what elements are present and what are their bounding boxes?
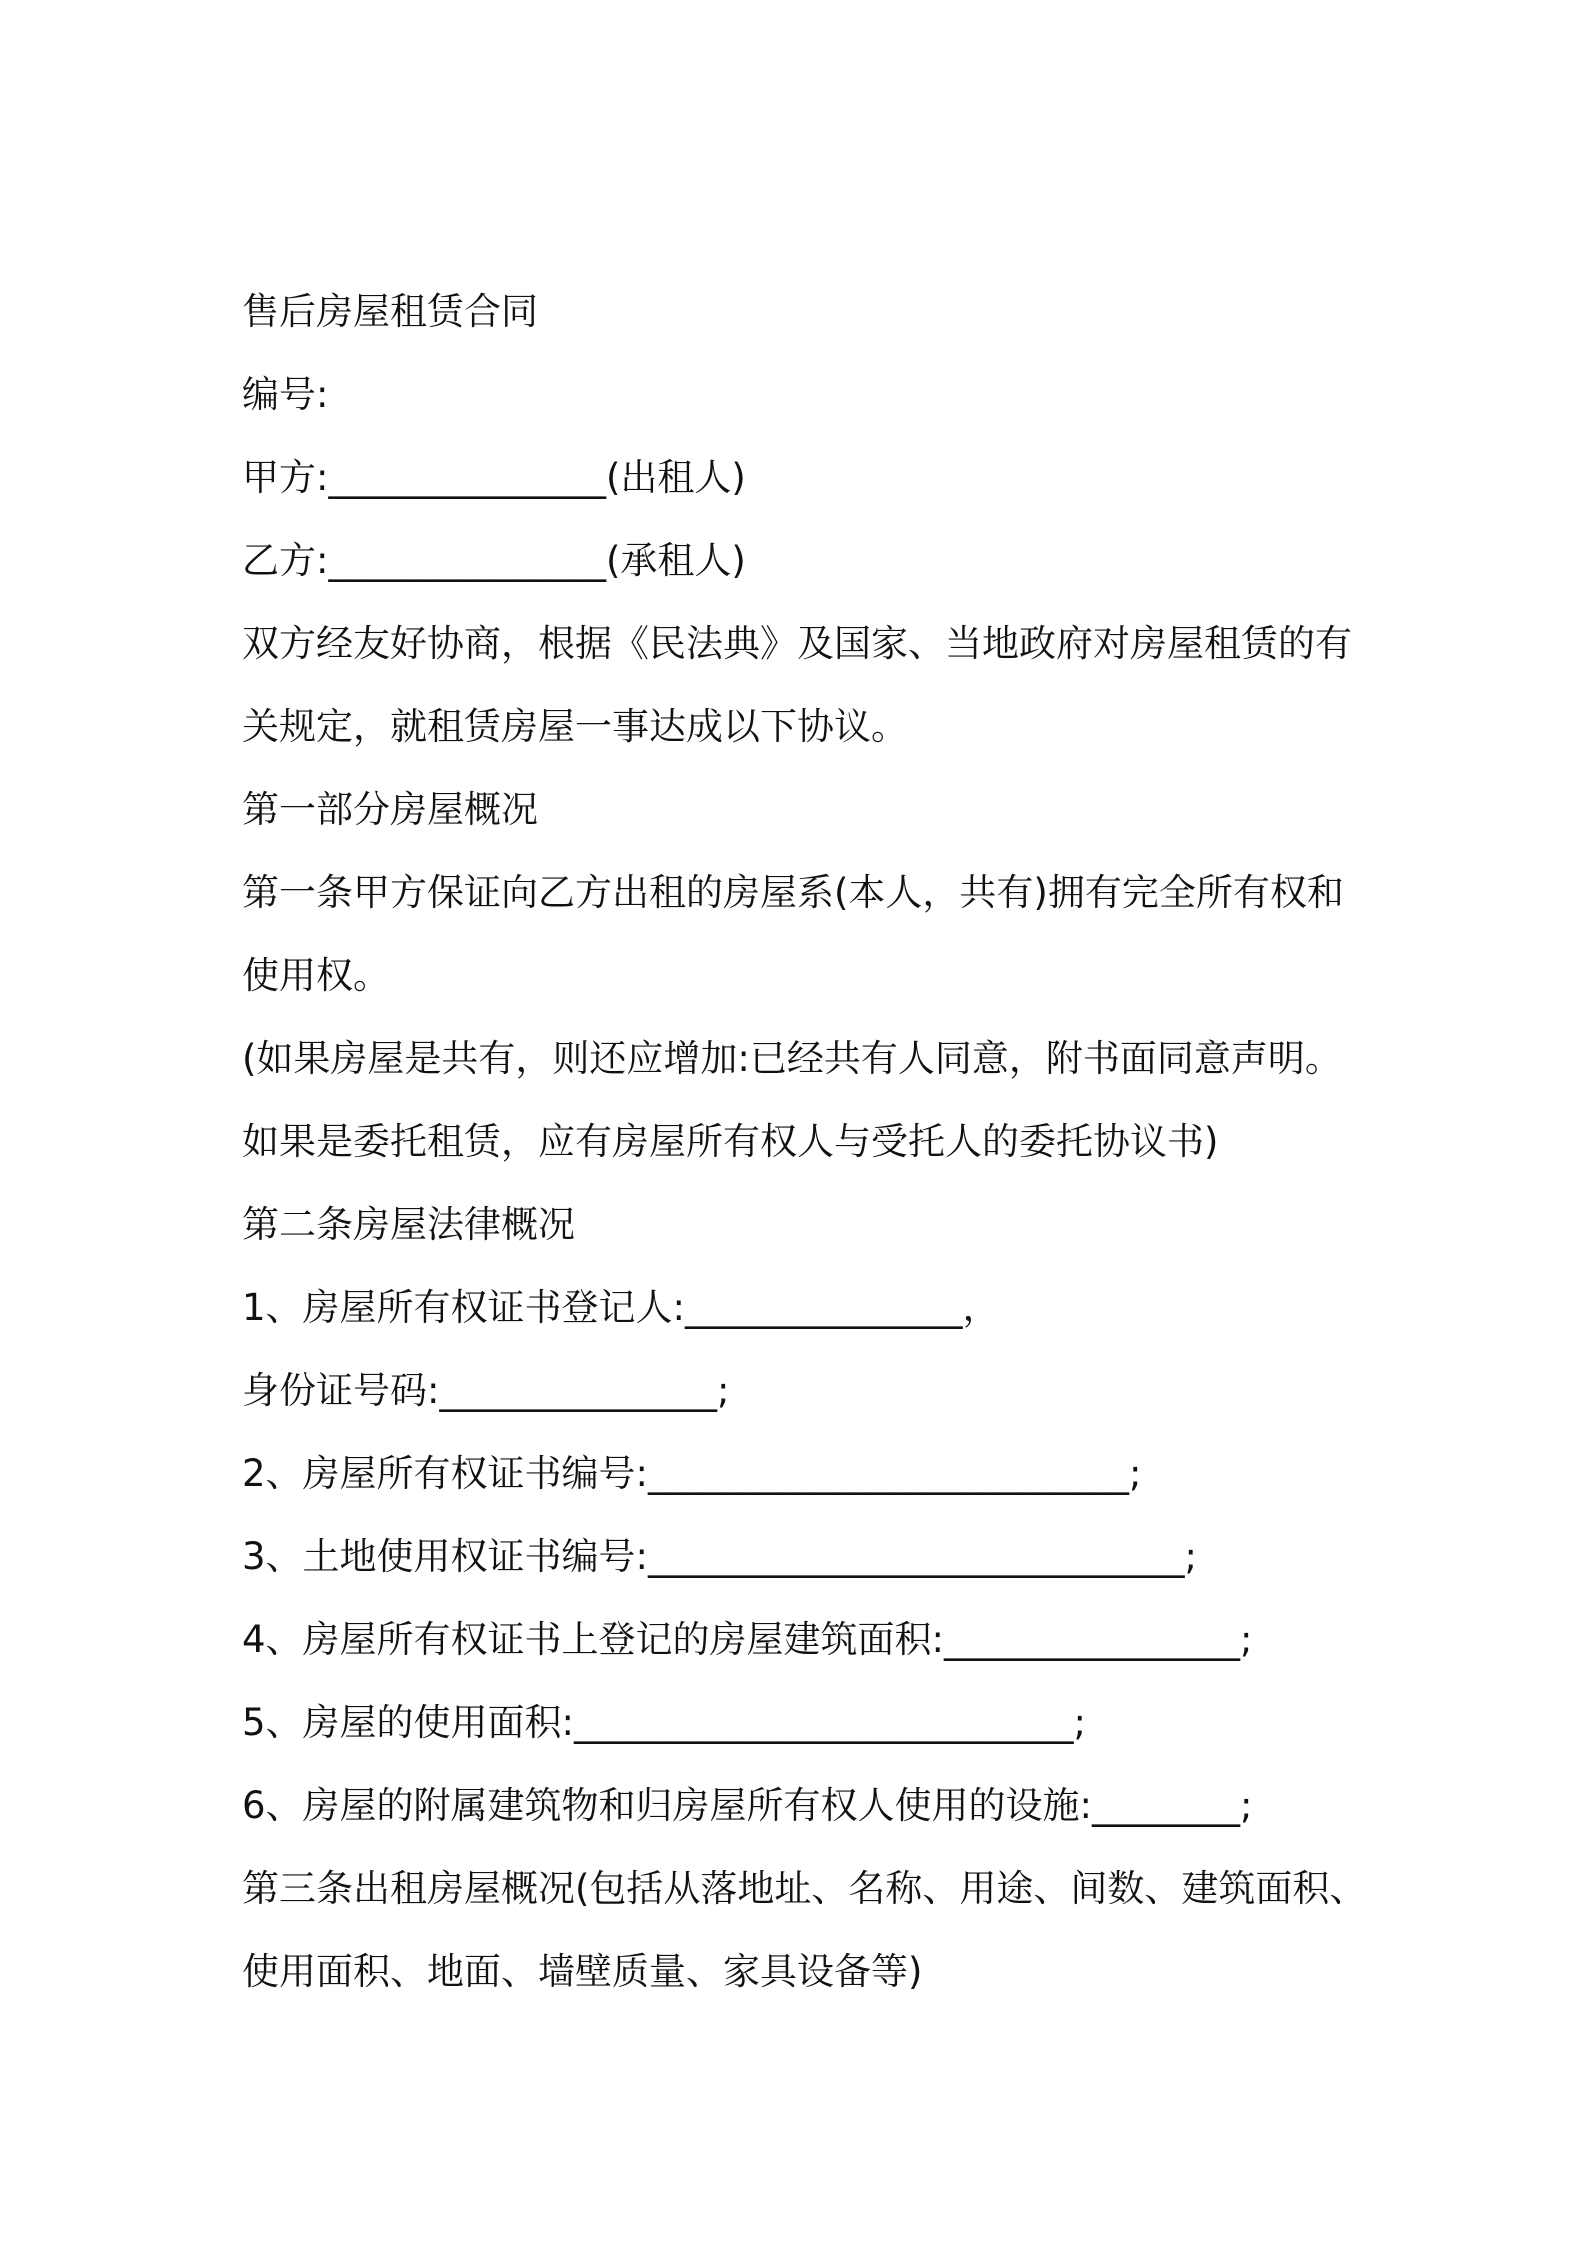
article-two-id-number: 身份证号码:_______________;: [242, 1369, 730, 1412]
article-two-item-4: 4、房屋所有权证书上登记的房屋建筑面积:________________;: [242, 1618, 1253, 1661]
article-two-item-6: 6、房屋的附属建筑物和归房屋所有权人使用的设施:________;: [242, 1784, 1253, 1827]
article-one-note-line-1: (如果房屋是共有，则还应增加:已经共有人同意，附书面同意声明。: [242, 1037, 1342, 1080]
article-three-line-2: 使用面积、地面、墙壁质量、家具设备等): [242, 1950, 923, 1993]
article-one-line-1: 第一条甲方保证向乙方出租的房屋系(本人，共有)拥有完全所有权和: [242, 871, 1344, 914]
section-heading-part-one: 第一部分房屋概况: [242, 788, 538, 831]
contract-number-line: 编号:: [242, 373, 329, 416]
article-one-line-2: 使用权。: [242, 954, 390, 997]
party-a-line: 甲方:_______________(出租人): [242, 456, 746, 499]
party-b-line: 乙方:_______________(承租人): [242, 539, 746, 582]
article-two-item-1: 1、房屋所有权证书登记人:_______________，: [242, 1286, 1000, 1329]
document-title: 售后房屋租赁合同: [242, 290, 538, 333]
article-three-line-1: 第三条出租房屋概况(包括从落地址、名称、用途、间数、建筑面积、: [242, 1867, 1367, 1910]
document-body: [242, 282, 1367, 2025]
preamble-line-2: 关规定，就租赁房屋一事达成以下协议。: [242, 705, 908, 748]
article-two-item-5: 5、房屋的使用面积:___________________________;: [242, 1701, 1086, 1744]
preamble-line-1: 双方经友好协商，根据《民法典》及国家、当地政府对房屋租赁的有: [242, 622, 1352, 665]
article-two-item-2: 2、房屋所有权证书编号:__________________________;: [242, 1452, 1142, 1495]
article-two-item-3: 3、土地使用权证书编号:_____________________________;: [242, 1535, 1197, 1578]
article-two-heading: 第二条房屋法律概况: [242, 1203, 575, 1246]
article-one-note-line-2: 如果是委托租赁，应有房屋所有权人与受托人的委托协议书): [242, 1120, 1219, 1163]
